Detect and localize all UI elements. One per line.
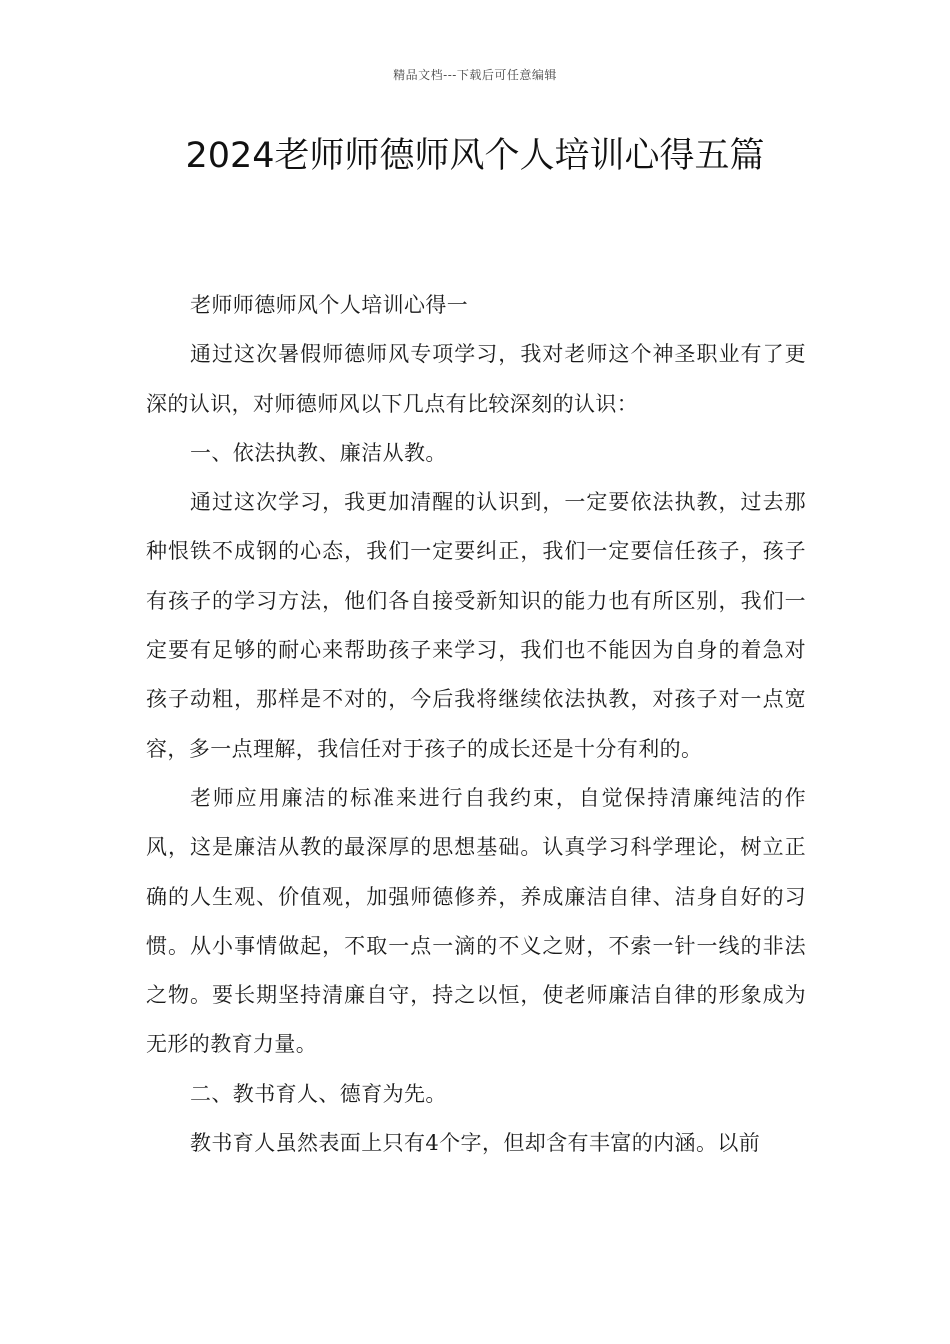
header-note: 精品文档---下载后可任意编辑 bbox=[393, 68, 557, 82]
paragraph: 老师应用廉洁的标准来进行自我约束，自觉保持清廉纯洁的作风，这是廉洁从教的最深厚的思想基础。认真学习科学理论，树立正确的人生观、价值观，加强师德修养，养成廉洁自律、洁身自好的习惯。从小事情做起，不取一点一滴的不义之财，不索一针一线的非法之物。要长期坚持清廉自守，持之以恒，使老师廉洁自律的形象成为无形的教育力量。 bbox=[146, 785, 806, 1057]
document-title: 2024老师师德师风个人培训心得五篇 bbox=[185, 136, 765, 176]
section-heading-1: 老师师德师风个人培训心得一 bbox=[190, 293, 469, 317]
subheading: 一、依法执教、廉洁从教。 bbox=[190, 440, 447, 465]
paragraph: 通过这次暑假师德师风专项学习，我对老师这个神圣职业有了更深的认识，对师德师风以下几点有比较深刻的认识： bbox=[146, 342, 806, 416]
paragraph: 通过这次学习，我更加清醒的认识到，一定要依法执教，过去那种恨铁不成钢的心态，我们一定要纠正，我们一定要信任孩子，孩子有孩子的学习方法，他们各自接受新知识的能力也有所区别，我们一定要有足够的耐心来帮助孩子来学习，我们也不能因为自身的着急对孩子动粗，那样是不对的，今后我将继续依法执教，对孩子对一点宽容，多一点理解，我信任对于孩子的成长还是十分有利的。 bbox=[146, 490, 806, 761]
document-body bbox=[146, 281, 806, 1168]
subheading: 二、教书育人、德育为先。 bbox=[190, 1081, 447, 1106]
paragraph: 教书育人虽然表面上只有4个字，但却含有丰富的内涵。以前 bbox=[190, 1131, 761, 1156]
